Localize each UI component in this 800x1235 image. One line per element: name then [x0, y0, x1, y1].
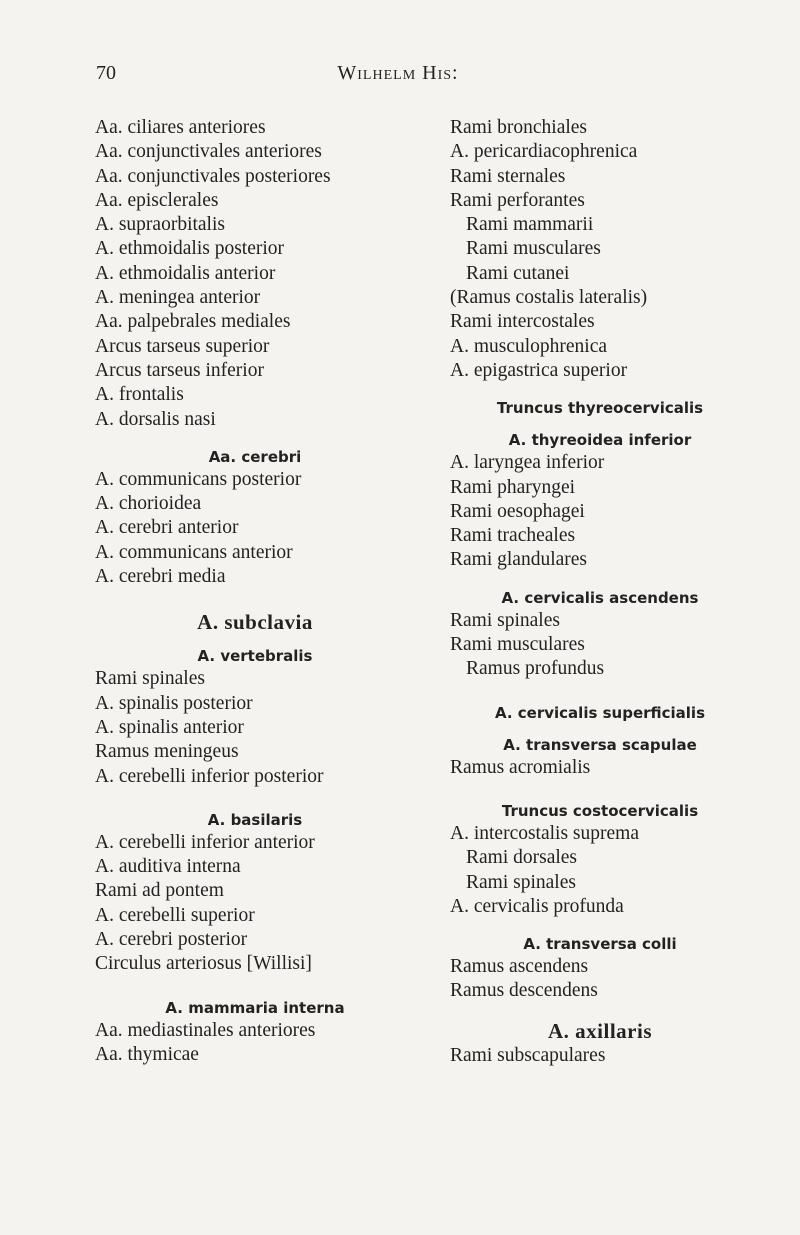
list-group	[95, 1019, 415, 1068]
page-header	[96, 62, 700, 92]
list-item: A. communicans anterior	[95, 541, 293, 563]
page-number: 70	[96, 62, 116, 84]
list-item: A. ethmoidalis anterior	[95, 262, 276, 284]
list-item: Aa. mediastinales anteriores	[95, 1019, 316, 1041]
list-item: A. ethmoidalis posterior	[95, 238, 285, 260]
list-item: Rami subscapulares	[450, 1044, 606, 1066]
section-heading: A. basilaris	[207, 810, 303, 829]
list-item: Rami oesophagei	[450, 500, 585, 522]
list-group	[95, 831, 415, 977]
list-item: A. cerebri posterior	[95, 929, 248, 951]
list-item: (Ramus costalis lateralis)	[450, 287, 648, 309]
list-item: A. spinalis posterior	[95, 692, 253, 714]
list-item: Rami ad pontem	[95, 880, 224, 902]
list-item: A. cerebelli inferior posterior	[95, 765, 324, 787]
list-group	[450, 451, 750, 572]
list-group	[95, 667, 415, 788]
section-heading: Truncus costocervicalis	[501, 801, 699, 820]
section-heading: A. transversa scapulae	[503, 735, 697, 754]
list-item: Aa. palpebrales mediales	[95, 311, 291, 333]
list-item: A. intercostalis suprema	[450, 822, 639, 844]
right-column	[450, 116, 750, 1068]
list-item: Aa. conjunctivales posteriores	[95, 165, 331, 187]
list-group	[95, 116, 415, 432]
list-item: Rami musculares	[450, 634, 585, 656]
section-heading: Truncus thyreocervicalis	[496, 399, 704, 418]
section-heading: A. transversa colli	[523, 935, 677, 954]
list-group	[450, 822, 750, 919]
list-item: Ramus ascendens	[450, 956, 589, 978]
list-item: Rami tracheales	[450, 525, 576, 547]
list-item: A. musculophrenica	[450, 335, 608, 357]
list-item: A. cerebri media	[95, 566, 226, 588]
list-item: A. cerebelli superior	[95, 904, 255, 926]
list-item: Aa. thymicae	[95, 1043, 199, 1065]
list-item: Rami dorsales	[466, 847, 578, 869]
list-item: A. pericardiacophrenica	[450, 141, 638, 163]
main-heading: A. subclavia	[197, 610, 313, 635]
list-item: Rami intercostales	[450, 311, 595, 333]
list-group	[450, 955, 750, 1004]
list-item: A. dorsalis nasi	[95, 408, 216, 430]
list-item: Rami pharyngei	[450, 476, 576, 498]
list-item: Rami musculares	[466, 238, 601, 260]
list-item: A. auditiva interna	[95, 856, 241, 878]
list-item: Rami spinales	[450, 609, 560, 631]
list-item: Aa. ciliares anteriores	[95, 117, 266, 138]
section-heading: A. vertebralis	[197, 647, 313, 666]
section-heading: A. cervicalis ascendens	[501, 588, 699, 607]
list-item: A. cervicalis profunda	[450, 895, 624, 917]
list-item: A. spinalis anterior	[95, 716, 244, 738]
running-title: Wilhelm His:	[337, 62, 459, 84]
list-item: Rami glandulares	[450, 549, 588, 571]
list-group	[450, 116, 750, 383]
list-item: Arcus tarseus inferior	[95, 359, 264, 381]
list-item: Rami spinales	[95, 668, 205, 690]
main-heading: A. axillaris	[548, 1018, 652, 1043]
list-item: Ramus profundus	[466, 658, 605, 680]
list-item: A. frontalis	[95, 384, 184, 406]
list-item: A. communicans posterior	[95, 468, 302, 490]
list-item: Rami cutanei	[466, 262, 570, 284]
section-heading: A. thyreoidea inferior	[508, 431, 692, 450]
list-group	[95, 468, 415, 589]
list-item: Ramus descendens	[450, 980, 598, 1002]
section-heading: A. mammaria interna	[165, 998, 345, 1017]
list-item: Rami bronchiales	[450, 117, 588, 138]
list-group	[450, 756, 750, 780]
list-item: A. cerebri anterior	[95, 517, 239, 539]
list-item: A. supraorbitalis	[95, 214, 225, 236]
list-item: A. meningea anterior	[95, 287, 261, 309]
list-item: Rami spinales	[466, 871, 576, 893]
list-item: A. laryngea inferior	[450, 452, 605, 474]
list-item: Aa. conjunctivales anteriores	[95, 141, 322, 163]
list-item: Rami mammarii	[466, 214, 594, 236]
list-item: A. cerebelli inferior anterior	[95, 831, 315, 853]
list-item: A. epigastrica superior	[450, 359, 628, 381]
list-item: Ramus acromialis	[450, 756, 591, 778]
list-item: Rami sternales	[450, 165, 566, 187]
list-item: A. chorioidea	[95, 493, 202, 515]
section-heading: A. cervicalis superficialis	[494, 703, 706, 722]
section-heading: Aa. cerebri	[208, 447, 302, 466]
left-column	[95, 116, 415, 1067]
list-item: Circulus arteriosus [Willisi]	[95, 953, 312, 975]
list-item: Aa. episclerales	[95, 189, 219, 211]
list-group	[450, 1044, 750, 1068]
list-group	[450, 609, 750, 682]
list-item: Arcus tarseus superior	[95, 335, 270, 357]
list-item: Ramus meningeus	[95, 741, 239, 763]
list-item: Rami perforantes	[450, 189, 585, 211]
